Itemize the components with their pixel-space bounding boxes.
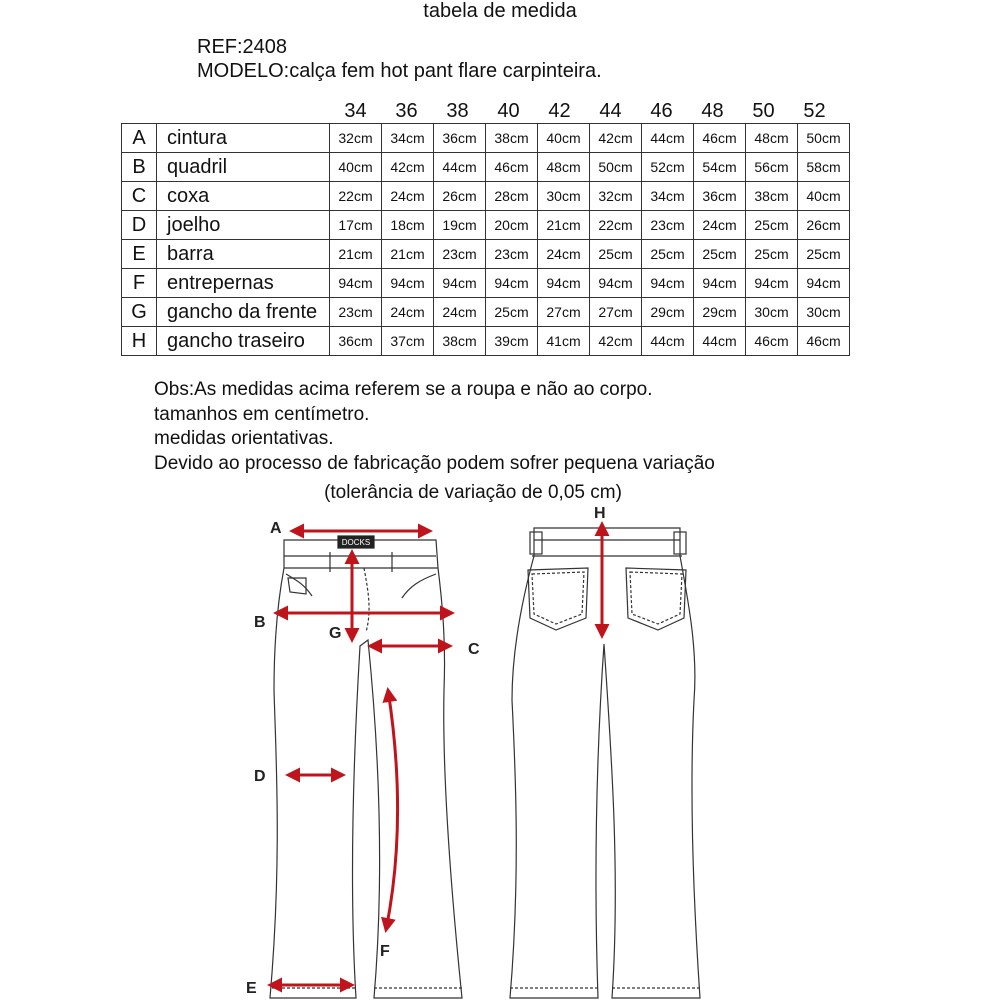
row-measure-name: entrepernas	[157, 269, 330, 298]
front-outline	[270, 540, 462, 998]
table-cell: 54cm	[694, 153, 746, 182]
table-cell: 94cm	[642, 269, 694, 298]
table-cell: 36cm	[330, 327, 382, 356]
table-cell: 38cm	[434, 327, 486, 356]
size-header-cell: 50	[752, 100, 775, 122]
table-cell: 39cm	[486, 327, 538, 356]
table-row	[122, 182, 850, 211]
label-e: E	[246, 980, 257, 997]
table-cell: 27cm	[590, 298, 642, 327]
size-header-cell: 44	[599, 100, 622, 122]
table-cell: 17cm	[330, 211, 382, 240]
note-line: tamanhos em centímetro.	[154, 403, 370, 425]
table-cell: 23cm	[642, 211, 694, 240]
table-cell: 25cm	[642, 240, 694, 269]
note-line: medidas orientativas.	[154, 428, 334, 449]
back-outline	[510, 528, 700, 998]
row-letter: D	[122, 211, 157, 240]
size-header-cell: 34	[344, 100, 367, 122]
table-cell: 27cm	[538, 298, 590, 327]
row-letter: E	[122, 240, 157, 269]
table-cell: 25cm	[746, 240, 798, 269]
table-cell: 25cm	[746, 211, 798, 240]
row-measure-name: coxa	[157, 182, 330, 211]
table-cell: 30cm	[746, 298, 798, 327]
table-cell: 24cm	[694, 211, 746, 240]
front-pocket-right	[402, 574, 436, 598]
table-cell: 21cm	[382, 240, 434, 269]
label-h: H	[594, 505, 606, 522]
label-c: C	[468, 641, 480, 658]
table-cell: 94cm	[382, 269, 434, 298]
table-cell: 22cm	[590, 211, 642, 240]
page-title: tabela de medida	[423, 0, 577, 22]
table-cell: 94cm	[486, 269, 538, 298]
table-cell: 48cm	[746, 124, 798, 153]
pants-diagram	[0, 500, 1000, 1000]
waistband	[284, 556, 438, 568]
fly	[364, 568, 369, 632]
table-cell: 46cm	[746, 327, 798, 356]
note-line: Obs:As medidas acima referem se a roupa e não ao corpo.	[154, 379, 653, 400]
label-b: B	[254, 614, 266, 631]
label-a: A	[270, 520, 282, 537]
yoke	[532, 540, 682, 556]
table-cell: 94cm	[330, 269, 382, 298]
table-cell: 37cm	[382, 327, 434, 356]
table-row	[122, 153, 850, 182]
table-cell: 24cm	[434, 298, 486, 327]
back-belt-loop-left	[530, 532, 542, 554]
table-cell: 19cm	[434, 211, 486, 240]
table-cell: 56cm	[746, 153, 798, 182]
table-cell: 18cm	[382, 211, 434, 240]
table-row	[122, 327, 850, 356]
table-row	[122, 124, 850, 153]
table-cell: 26cm	[798, 211, 850, 240]
table-cell: 42cm	[590, 124, 642, 153]
table-cell: 24cm	[538, 240, 590, 269]
table-cell: 40cm	[330, 153, 382, 182]
row-measure-name: barra	[157, 240, 330, 269]
table-cell: 38cm	[746, 182, 798, 211]
table-cell: 32cm	[590, 182, 642, 211]
measure-table	[121, 123, 850, 356]
table-cell: 40cm	[798, 182, 850, 211]
table-row	[122, 240, 850, 269]
size-header-cell: 36	[395, 100, 418, 122]
table-cell: 29cm	[642, 298, 694, 327]
table-cell: 34cm	[382, 124, 434, 153]
size-header-cell: 38	[446, 100, 469, 122]
table-cell: 94cm	[538, 269, 590, 298]
table-cell: 94cm	[694, 269, 746, 298]
table-cell: 21cm	[330, 240, 382, 269]
table-cell: 52cm	[642, 153, 694, 182]
row-measure-name: gancho da frente	[157, 298, 330, 327]
table-cell: 44cm	[642, 327, 694, 356]
table-cell: 23cm	[434, 240, 486, 269]
table-cell: 25cm	[486, 298, 538, 327]
notes	[154, 378, 715, 476]
table-cell: 25cm	[694, 240, 746, 269]
arrow-f	[386, 690, 398, 930]
table-cell: 42cm	[382, 153, 434, 182]
table-cell: 34cm	[642, 182, 694, 211]
table-cell: 24cm	[382, 298, 434, 327]
table-cell: 44cm	[694, 327, 746, 356]
size-header-cell: 40	[497, 100, 520, 122]
table-cell: 58cm	[798, 153, 850, 182]
size-header	[330, 100, 840, 122]
tolerance-note: (tolerância de variação de 0,05 cm)	[324, 482, 622, 503]
brand-label: DOCKS	[341, 538, 371, 547]
size-header-cell: 46	[650, 100, 673, 122]
back-view	[510, 528, 700, 998]
table-cell: 41cm	[538, 327, 590, 356]
table-cell: 25cm	[590, 240, 642, 269]
table-cell: 28cm	[486, 182, 538, 211]
table-cell: 94cm	[798, 269, 850, 298]
row-measure-name: joelho	[157, 211, 330, 240]
row-letter: F	[122, 269, 157, 298]
table-cell: 36cm	[434, 124, 486, 153]
back-pocket-left-stitch	[532, 572, 584, 624]
table-cell: 38cm	[486, 124, 538, 153]
row-measure-name: quadril	[157, 153, 330, 182]
row-letter: A	[122, 124, 157, 153]
ref-code: REF:2408	[197, 36, 288, 58]
row-measure-name: cintura	[157, 124, 330, 153]
front-view	[270, 536, 462, 998]
table-cell: 32cm	[330, 124, 382, 153]
note-line: Devido ao processo de fabricação podem sofrer pequena variação	[154, 452, 715, 474]
table-cell: 23cm	[330, 298, 382, 327]
table-cell: 24cm	[382, 182, 434, 211]
label-g: G	[329, 625, 342, 642]
table-cell: 26cm	[434, 182, 486, 211]
table-cell: 30cm	[798, 298, 850, 327]
table-cell: 30cm	[538, 182, 590, 211]
table-cell: 48cm	[538, 153, 590, 182]
row-letter: C	[122, 182, 157, 211]
table-cell: 50cm	[590, 153, 642, 182]
row-letter: B	[122, 153, 157, 182]
size-header-cell: 42	[548, 100, 571, 122]
back-pocket-right-stitch	[630, 572, 682, 624]
table-cell: 20cm	[486, 211, 538, 240]
table-cell: 46cm	[694, 124, 746, 153]
table-cell: 44cm	[434, 153, 486, 182]
size-header-cell: 48	[701, 100, 724, 122]
row-letter: G	[122, 298, 157, 327]
table-cell: 94cm	[434, 269, 486, 298]
table-cell: 22cm	[330, 182, 382, 211]
table-cell: 44cm	[642, 124, 694, 153]
table-cell: 94cm	[590, 269, 642, 298]
model-name: MODELO:calça fem hot pant flare carpinteira.	[197, 60, 602, 82]
label-f: F	[380, 943, 390, 960]
table-cell: 42cm	[590, 327, 642, 356]
back-pocket-left	[528, 568, 588, 630]
table-cell: 29cm	[694, 298, 746, 327]
table-cell: 46cm	[798, 327, 850, 356]
table-cell: 23cm	[486, 240, 538, 269]
table-cell: 21cm	[538, 211, 590, 240]
table-cell: 25cm	[798, 240, 850, 269]
table-cell: 50cm	[798, 124, 850, 153]
row-measure-name: gancho traseiro	[157, 327, 330, 356]
table-cell: 46cm	[486, 153, 538, 182]
table-cell: 94cm	[746, 269, 798, 298]
size-header-cell: 52	[803, 100, 826, 122]
row-letter: H	[122, 327, 157, 356]
back-pocket-right	[626, 568, 686, 630]
label-d: D	[254, 768, 266, 785]
table-row	[122, 211, 850, 240]
table-cell: 40cm	[538, 124, 590, 153]
table-row	[122, 269, 850, 298]
table-row	[122, 298, 850, 327]
table-cell: 36cm	[694, 182, 746, 211]
